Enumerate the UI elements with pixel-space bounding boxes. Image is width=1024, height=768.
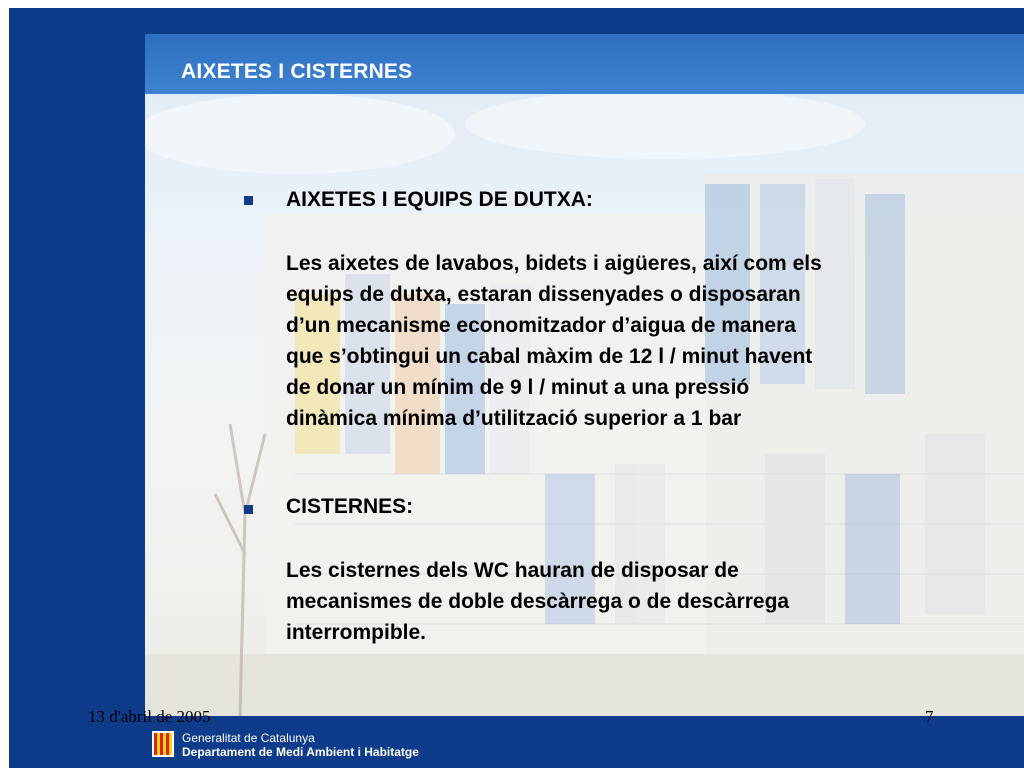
page-number: 7 (925, 707, 934, 726)
section-body-cisternes (286, 555, 966, 648)
title-bar (145, 34, 1024, 94)
top-band (9, 8, 1024, 34)
body-line: Les aixetes de lavabos, bidets i aigüeres, així com els (286, 252, 822, 275)
body-line: d’un mecanisme economitzador d’aigua de manera (286, 314, 796, 337)
body-line: dinàmica mínima d’utilització superior a 1 bar (286, 407, 742, 430)
frame-top (0, 0, 1024, 8)
body-line: mecanismes de doble descàrrega o de descàrrega (286, 590, 790, 613)
bullet-square-icon (244, 505, 253, 514)
body-line: de donar un mínim de 9 l / minut a una pressió (286, 376, 750, 399)
slide-title: AIXETES I CISTERNES (181, 60, 413, 83)
section-body-aixetes (286, 248, 966, 434)
body-line: Les cisternes dels WC hauran de disposar de (286, 559, 739, 582)
bullet-square-icon (244, 196, 253, 205)
section-heading-cisternes: CISTERNES: (286, 495, 414, 518)
body-line: interrompible. (286, 621, 427, 644)
left-band (9, 8, 145, 768)
org-name: Generalitat de Catalunya (182, 731, 315, 745)
footer-date: 13 d'abril de 2005 (88, 707, 211, 726)
department-name: Departament de Medi Ambient i Habitatge (182, 745, 419, 759)
body-line: equips de dutxa, estaran dissenyades o disposaran (286, 283, 801, 306)
generalitat-logo-icon (152, 731, 174, 757)
section-heading-aixetes: AIXETES I EQUIPS DE DUTXA: (286, 188, 593, 211)
body-line: que s’obtingui un cabal màxim de 12 l / minut havent (286, 345, 813, 368)
